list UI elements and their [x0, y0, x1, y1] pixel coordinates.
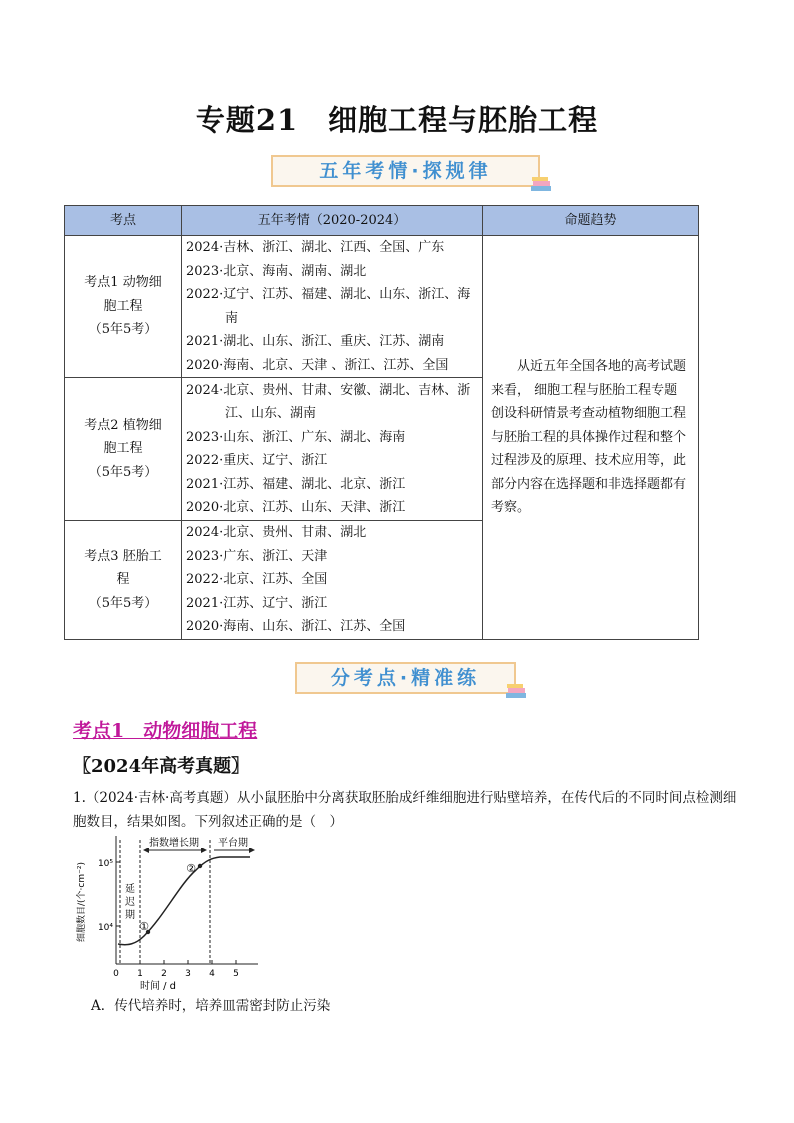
section-heading: 考点1 动物细胞工程	[73, 720, 258, 742]
topic-line: 程	[116, 572, 130, 587]
years-cell	[182, 521, 483, 640]
years-cell	[182, 236, 483, 378]
cell-growth-figure	[72, 832, 262, 992]
y-tick-label: 10⁵	[97, 859, 113, 869]
year-line: 2022·重庆、辽宁、浙江	[186, 453, 328, 468]
point-2	[198, 864, 202, 868]
year-line: 2020·海南、山东、浙江、江苏、全国	[186, 619, 406, 634]
phase-label-exponential: 指数增长期	[149, 838, 199, 849]
books-icon	[505, 683, 527, 699]
year-line: 2023·山东、浙江、广东、湖北、海南	[186, 429, 406, 445]
year-line: 2023·北京、海南、湖南、湖北	[186, 263, 367, 279]
banner-label: 五年考情·探规律	[319, 160, 492, 182]
year-line: 2022·辽宁、江苏、福建、湖北、山东、浙江、海南	[186, 287, 471, 326]
growth-curve	[118, 857, 250, 945]
x-tick-label: 2	[161, 969, 167, 979]
x-tick-label: 5	[233, 969, 239, 979]
banner-label: 分考点·精准练	[330, 667, 481, 689]
year-line: 2020·北京、江苏、山东、天津、浙江	[186, 500, 406, 515]
x-axis-label: 时间 / d	[139, 981, 177, 992]
x-tick-label: 4	[209, 969, 215, 979]
phase-label-plateau: 平台期	[218, 838, 248, 849]
y-axis-label: 细胞数目/(个·cm⁻²)	[77, 862, 87, 942]
table-row	[65, 236, 699, 378]
topic-line: （5年5考）	[88, 595, 158, 611]
topic-line: 考点3 胚胎工	[84, 548, 162, 564]
year-line: 2021·湖北、山东、浙江、重庆、江苏、湖南	[186, 334, 445, 349]
topic-cell	[65, 521, 182, 640]
mark-2: ②	[186, 862, 196, 875]
x-tick-label: 0	[113, 969, 119, 979]
table-header-row	[65, 206, 699, 236]
section-banner-five-year	[271, 155, 540, 187]
year-line: 2024·北京、贵州、甘肃、安徽、湖北、吉林、浙江、山东、湖南	[186, 382, 471, 421]
topic-cell	[65, 378, 182, 521]
x-tick-marks	[116, 960, 236, 964]
years-cell	[182, 378, 483, 521]
year-line: 2021·江苏、辽宁、浙江	[186, 595, 328, 611]
x-tick-label: 1	[137, 969, 143, 979]
page-title: 专题21 细胞工程与胚胎工程	[195, 103, 599, 137]
year-line: 2024·吉林、浙江、湖北、江西、全国、广东	[186, 240, 445, 255]
topic-line: （5年5考）	[88, 322, 158, 338]
topic-line: 胞工程	[103, 441, 143, 457]
year-line: 2021·江苏、福建、湖北、北京、浙江	[186, 476, 406, 492]
header-years: 五年考情（2020-2024）	[182, 206, 483, 236]
option-a: A．传代培养时，培养皿需密封防止污染	[91, 998, 331, 1014]
books-icon	[530, 176, 552, 192]
subsection-heading: 〖2024年高考真题〗	[73, 756, 250, 777]
y-tick-label: 10⁴	[97, 923, 113, 933]
trend-cell: 从近五年全国各地的高考试题来看， 细胞工程与胚胎工程专题创设科研情景考查动植物细胞工程与胚胎工程的具体操作过程和整个过程涉及的原理、技术应用等，此部分内容在选择题和非选择题都有考察。	[483, 236, 699, 640]
question-stem: 1.（2024·吉林·高考真题）从小鼠胚胎中分离获取胚胎成纤维细胞进行贴壁培养，在传代后的不同时间点检测细胞数目，结果如图。下列叙述正确的是（ ）	[73, 790, 737, 830]
topic-line: 胞工程	[103, 298, 143, 314]
section-banner-practice	[295, 662, 516, 694]
topic-line: 考点2 植物细	[84, 417, 162, 433]
header-topic: 考点	[65, 206, 182, 236]
year-line: 2020·海南、北京、天津 、浙江、江苏、全国	[186, 357, 449, 373]
topic-line: （5年5考）	[88, 464, 158, 480]
mark-1: ①	[139, 920, 149, 933]
exam-overview-table	[64, 205, 699, 640]
year-line: 2023·广东、浙江、天津	[186, 548, 328, 564]
phase-label-lag: 延迟期	[125, 884, 135, 921]
topic-cell	[65, 236, 182, 378]
year-line: 2024·北京、贵州、甘肃、湖北	[186, 525, 367, 540]
topic-line: 考点1 动物细	[84, 275, 162, 291]
x-tick-label: 3	[185, 969, 191, 979]
header-trend: 命题趋势	[483, 206, 699, 236]
year-line: 2022·北京、江苏、全国	[186, 572, 328, 587]
